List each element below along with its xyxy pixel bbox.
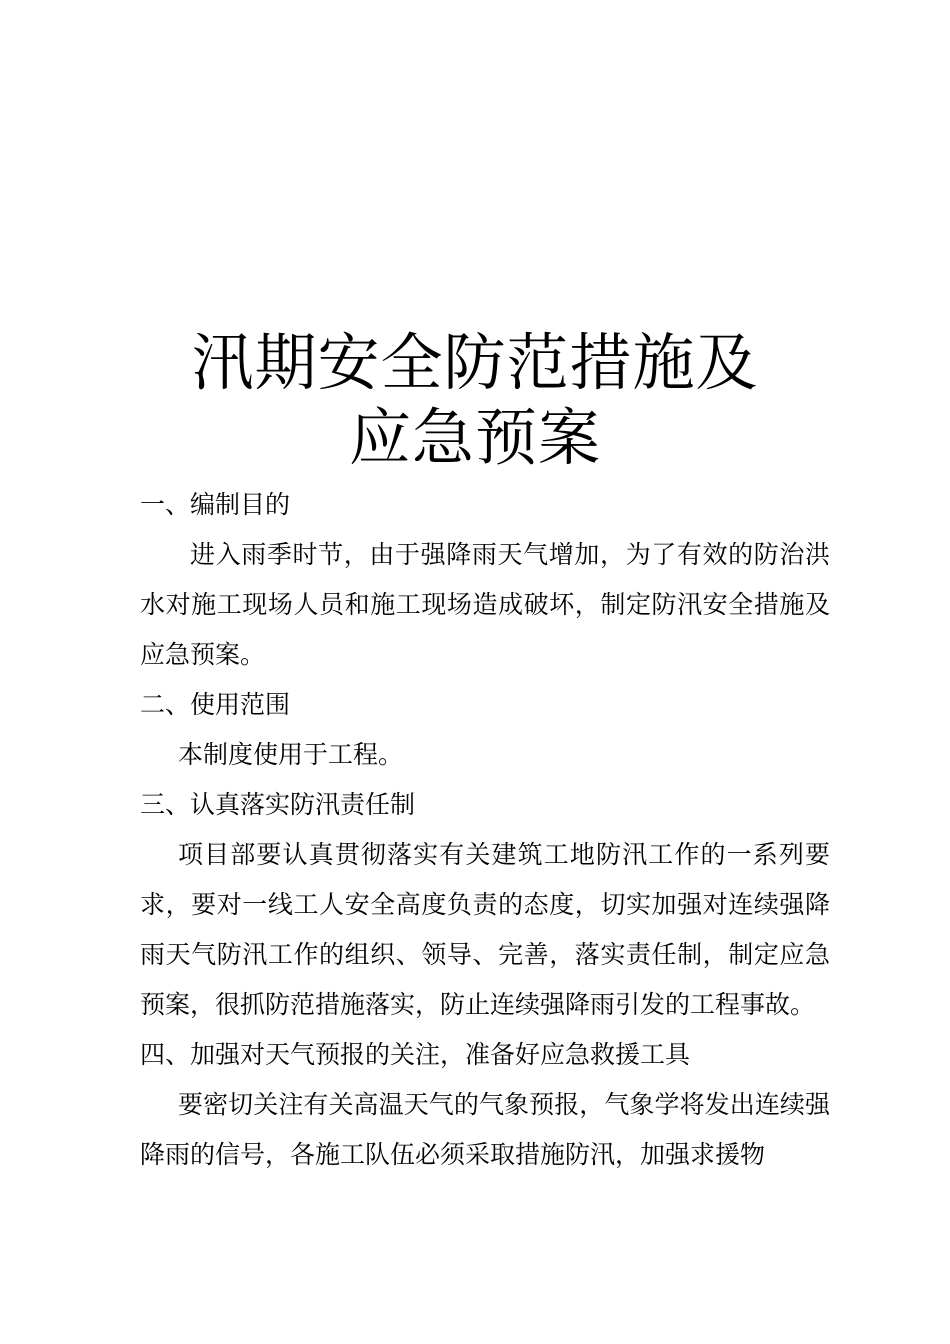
section-heading-responsibility: 三、认真落实防汛责任制 [140, 790, 416, 819]
section-body-responsibility: 项目部要认真贯彻落实有关建筑工地防汛工作的一系列要求，要对一线工人安全高度负责的态度，切实加强对连续强降雨天气防汛工作的组织、领导、完善，落实责任制，制定应急预案，很抓防范措施落实，防止连续强降雨引发的工程事故。 [140, 840, 830, 1019]
section-heading-weather: 四、加强对天气预报的关注，准备好应急救援工具 [140, 1040, 691, 1069]
document-title-line-1: 汛期安全防范措施及 [191, 326, 759, 399]
section-heading-purpose: 一、编制目的 [140, 490, 291, 519]
section-body-purpose: 进入雨季时节，由于强降雨天气增加，为了有效的防治洪水对施工现场人员和施工现场造成破坏，制定防汛安全措施及应急预案。 [140, 540, 830, 669]
section-heading-scope: 二、使用范围 [140, 690, 291, 719]
document-title-line-2: 应急预案 [348, 401, 601, 474]
section-body-weather: 要密切关注有关高温天气的气象预报，气象学将发出连续强降雨的信号，各施工队伍必须采取措施防汛，加强求援物 [140, 1090, 830, 1169]
section-body-scope: 本制度使用于工程。 [178, 740, 404, 769]
document-body [140, 480, 830, 1180]
